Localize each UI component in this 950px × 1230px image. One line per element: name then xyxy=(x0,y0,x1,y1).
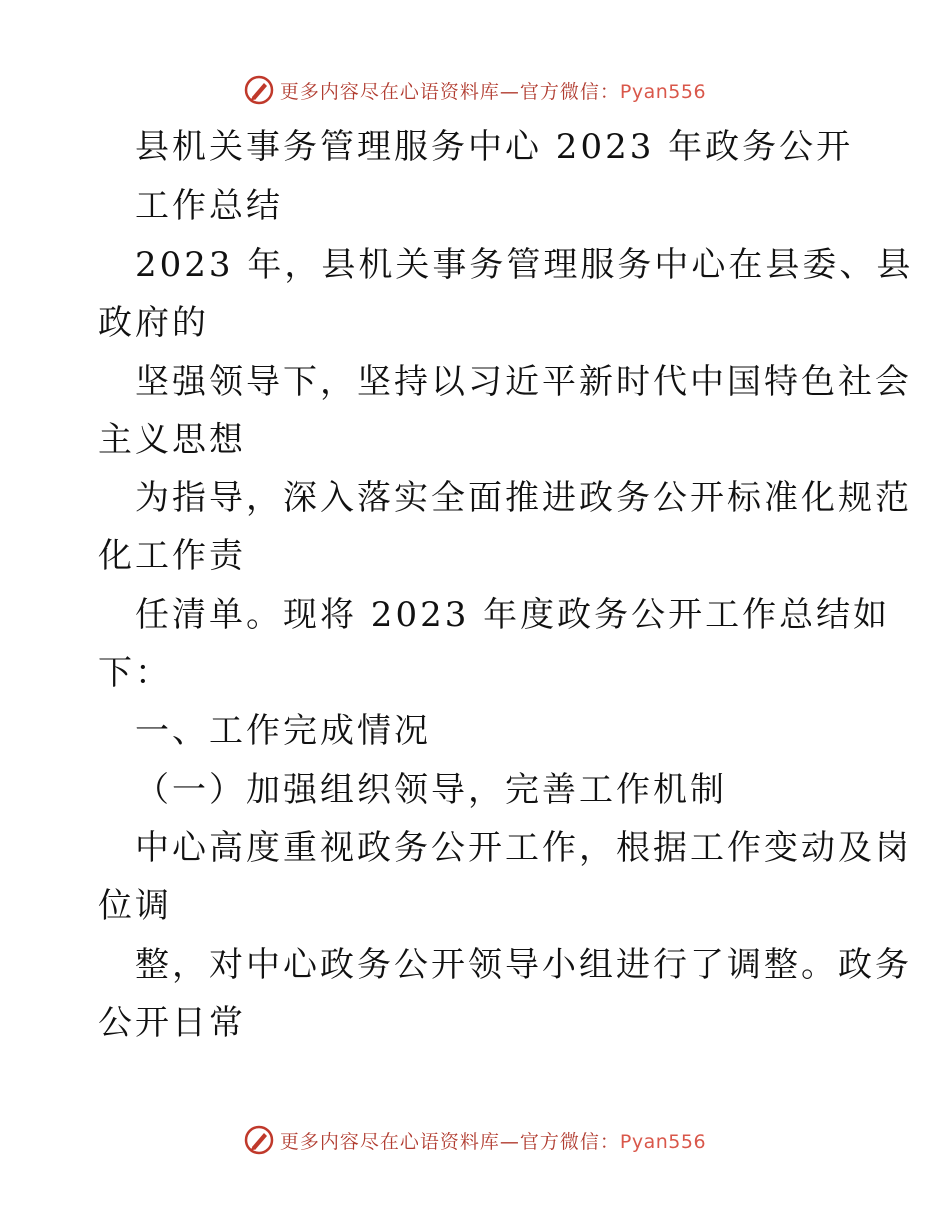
paragraph-line: 为指导，深入落实全面推进政务公开标准化规范 xyxy=(135,478,912,518)
paragraph-line: 主义思想 xyxy=(98,420,246,460)
pen-seal-logo-icon xyxy=(244,1125,274,1155)
paragraph-line: 公开日常 xyxy=(98,1003,246,1043)
paragraph-line: 下： xyxy=(98,653,172,693)
watermark-text xyxy=(280,77,706,104)
document-title-line-2: 工作总结 xyxy=(135,186,283,226)
paragraph-line: 位调 xyxy=(98,886,172,926)
watermark-wechat-id: Pyan556 xyxy=(619,80,707,103)
paragraph-line: 化工作责 xyxy=(98,536,246,576)
watermark-text-cn: 更多内容尽在心语资料库—官方微信： xyxy=(279,1130,620,1153)
watermark-wechat-id: Pyan556 xyxy=(619,1130,707,1153)
paragraph-line: 政府的 xyxy=(98,303,209,343)
watermark-banner-top xyxy=(0,70,950,110)
paragraph-line: 任清单。现将 2023 年度政务公开工作总结如 xyxy=(135,595,891,635)
paragraph-line: 整，对中心政务公开领导小组进行了调整。政务 xyxy=(135,945,912,985)
section-heading: 一、工作完成情况 xyxy=(135,711,431,751)
paragraph-line: 中心高度重视政务公开工作，根据工作变动及岗 xyxy=(135,828,912,868)
watermark-text xyxy=(280,1127,706,1154)
watermark-banner-bottom xyxy=(0,1120,950,1160)
document-title-line-1: 县机关事务管理服务中心 2023 年政务公开 xyxy=(135,127,854,167)
pen-seal-logo-icon xyxy=(244,75,274,105)
paragraph-line: 2023 年，县机关事务管理服务中心在县委、县 xyxy=(135,245,914,285)
paragraph-line: 坚强领导下，坚持以习近平新时代中国特色社会 xyxy=(135,362,912,402)
subsection-heading: （一）加强组织领导，完善工作机制 xyxy=(135,770,727,810)
watermark-text-cn: 更多内容尽在心语资料库—官方微信： xyxy=(279,80,620,103)
